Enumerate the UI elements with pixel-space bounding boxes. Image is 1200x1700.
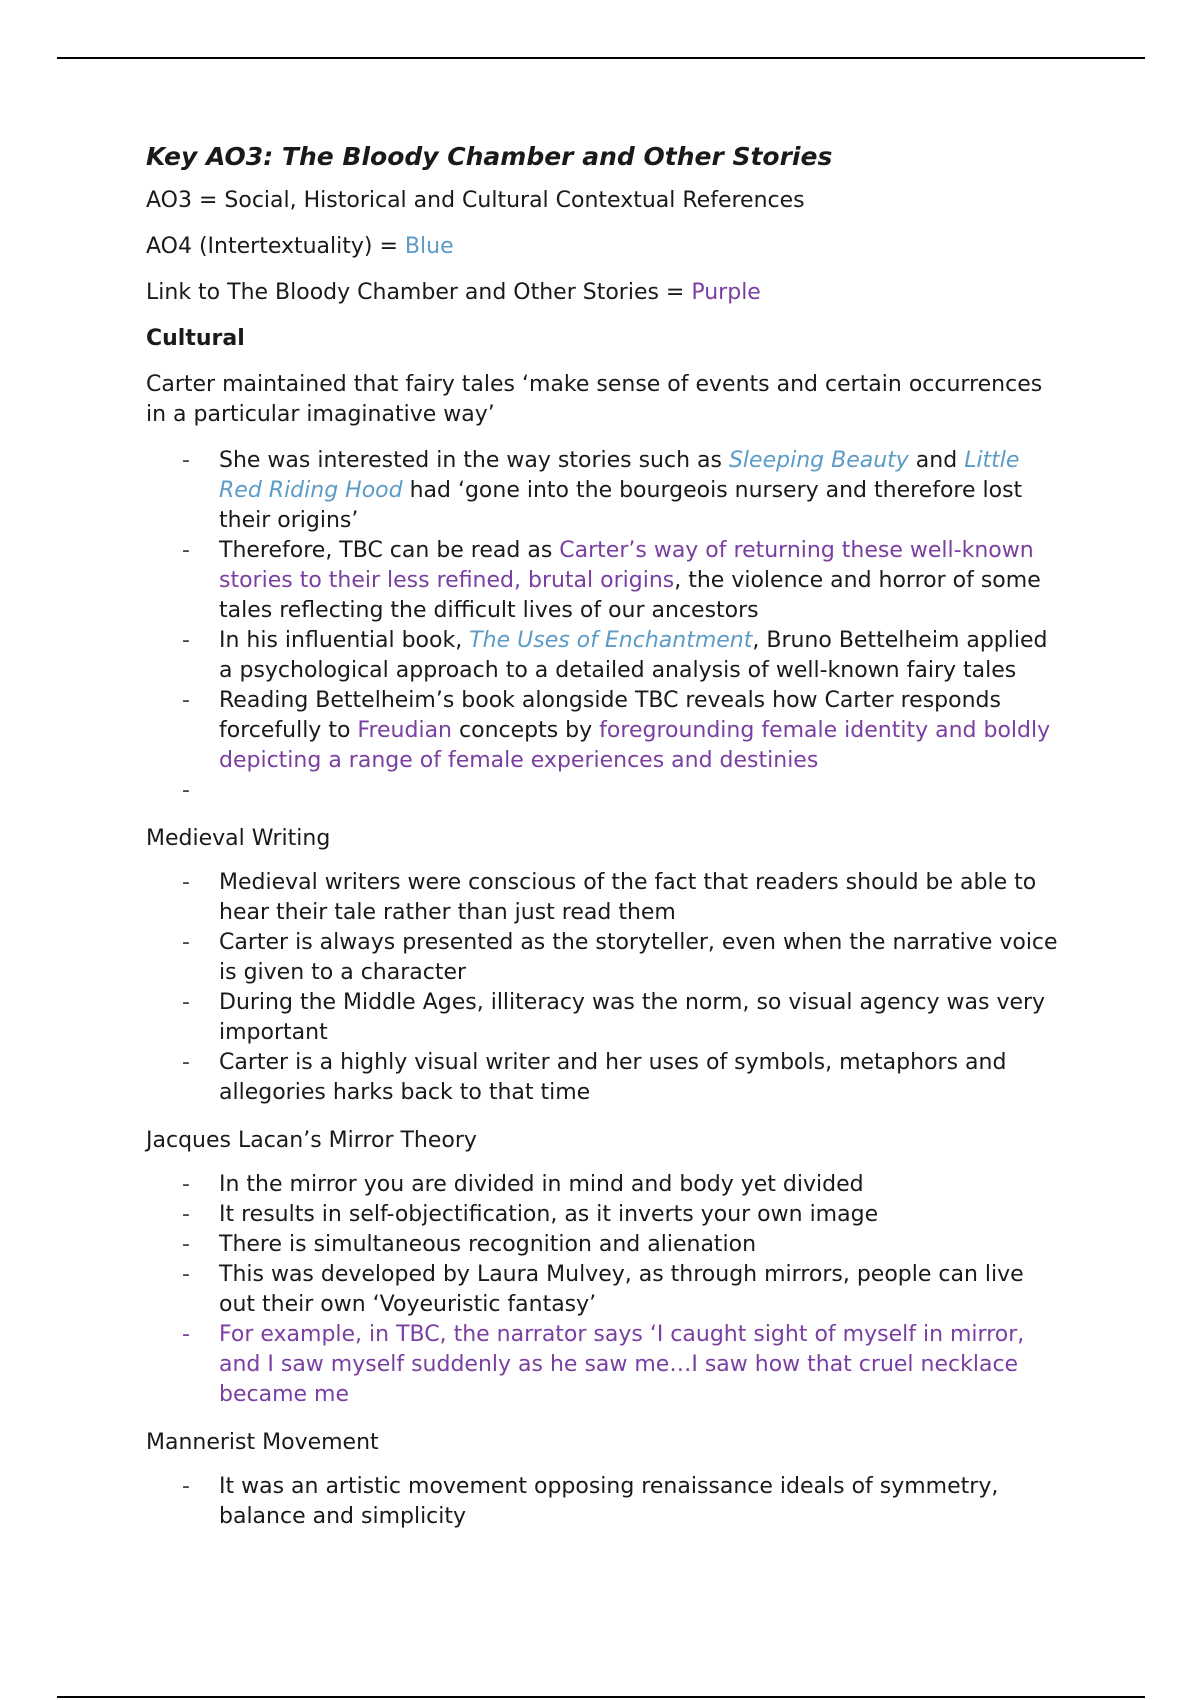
tbc-link-text: Carter’s way of returning these well-known stories to their less refined, brutal origins (219, 538, 1034, 593)
list-item (146, 1200, 1061, 1230)
list-item (146, 988, 1061, 1048)
list-item (146, 446, 1061, 536)
cultural-intro: Carter maintained that fairy tales ‘make sense of events and certain occurrences in a particular imaginative way’ (146, 372, 1043, 427)
list-item-text: For example, in TBC, the narrator says ‘I caught sight of myself in mirror, and I saw myself suddenly as he saw me…I saw how that cruel necklace became me (219, 1322, 1025, 1407)
bullet-dash: - (182, 1232, 190, 1257)
text-run: , Bruno Bettelheim applied a psychological approach to a detailed analysis of well-known fairy tales (219, 628, 1048, 683)
list-item (146, 1472, 1061, 1532)
list-item (146, 928, 1061, 988)
mannerist-heading: Mannerist Movement (146, 1430, 379, 1455)
list-item-text: There is simultaneous recognition and alienation (219, 1232, 757, 1257)
link-key-line (146, 278, 1061, 308)
list-item (146, 626, 1061, 686)
lacan-heading: Jacques Lacan’s Mirror Theory (146, 1128, 477, 1153)
bullet-dash: - (182, 870, 190, 895)
list-item (146, 1170, 1061, 1200)
tbc-link-female-identity: foregrounding female identity and boldly depicting a range of female experiences and destinies (219, 718, 1051, 773)
intertext-uses-of-enchantment: The Uses of Enchantment (469, 628, 753, 653)
text-run: Reading Bettelheim’s book alongside TBC reveals how Carter responds forcefully to (219, 688, 1001, 743)
list-item (146, 868, 1061, 928)
lacan-list (146, 1170, 1061, 1410)
list-item-text: It results in self-objectification, as it inverts your own image (219, 1202, 879, 1227)
text-run: and (908, 448, 965, 473)
bullet-dash: - (182, 688, 190, 713)
ao4-color-name: Blue (404, 234, 454, 259)
cultural-heading: Cultural (146, 326, 245, 351)
bullet-dash: - (182, 1202, 190, 1227)
bullet-dash: - (182, 778, 190, 803)
list-item (146, 686, 1061, 776)
text-run: , the violence and horror of some tales reflecting the difficult lives of our ancestors (219, 568, 1041, 623)
bullet-dash: - (182, 1322, 190, 1347)
list-item-text: This was developed by Laura Mulvey, as through mirrors, people can live out their own ‘Voyeuristic fantasy’ (219, 1262, 1024, 1317)
text-run: had ‘gone into the bourgeois nursery and therefore lost their origins’ (219, 478, 1023, 533)
cultural-list (146, 446, 1061, 806)
bullet-dash: - (182, 538, 190, 563)
list-item (146, 536, 1061, 626)
bullet-dash: - (182, 990, 190, 1015)
top-rule (57, 57, 1145, 59)
list-item-tbc-example (146, 1320, 1061, 1410)
bullet-dash: - (182, 628, 190, 653)
bullet-dash: - (182, 1050, 190, 1075)
list-item-text: During the Middle Ages, illiteracy was the norm, so visual agency was very important (219, 990, 1046, 1045)
bullet-dash: - (182, 1172, 190, 1197)
bullet-dash: - (182, 1474, 190, 1499)
empty-list-item (146, 776, 1061, 806)
text-run: In his influential book, (219, 628, 470, 653)
intertext-little-red-riding-hood: Little Red Riding Hood (219, 448, 1020, 503)
ao4-key-line (146, 232, 1061, 262)
list-item-text: Carter is a highly visual writer and her uses of symbols, metaphors and allegories harks back to that time (219, 1050, 1007, 1105)
list-item (146, 1048, 1061, 1108)
ao3-key-line: AO3 = Social, Historical and Cultural Contextual References (146, 188, 805, 213)
link-color-name: Purple (691, 280, 761, 305)
list-item (146, 1230, 1061, 1260)
bullet-dash: - (182, 448, 190, 473)
list-item-text: It was an artistic movement opposing renaissance ideals of symmetry, balance and simplicity (219, 1474, 999, 1529)
medieval-heading: Medieval Writing (146, 826, 331, 851)
ao4-key-label: AO4 (Intertextuality) = (146, 234, 405, 259)
list-item-text: In the mirror you are divided in mind and body yet divided (219, 1172, 864, 1197)
bullet-dash: - (182, 930, 190, 955)
intertext-sleeping-beauty: Sleeping Beauty (728, 448, 909, 473)
list-item-text: Carter is always presented as the storyteller, even when the narrative voice is given to a character (219, 930, 1058, 985)
bottom-rule (57, 1696, 1145, 1698)
document-title: Key AO3: The Bloody Chamber and Other Stories (146, 142, 833, 171)
text-run: concepts by (452, 718, 600, 743)
document-body (146, 140, 1061, 1550)
list-item-text: Medieval writers were conscious of the fact that readers should be able to hear their tale rather than just read them (219, 870, 1037, 925)
bullet-dash: - (182, 1262, 190, 1287)
list-item (146, 1260, 1061, 1320)
tbc-link-freudian: Freudian (357, 718, 453, 743)
text-run: Therefore, TBC can be read as (219, 538, 560, 563)
link-key-label: Link to The Bloody Chamber and Other Stories = (146, 280, 692, 305)
text-run: She was interested in the way stories such as (219, 448, 729, 473)
mannerist-list (146, 1472, 1061, 1532)
medieval-list (146, 868, 1061, 1108)
